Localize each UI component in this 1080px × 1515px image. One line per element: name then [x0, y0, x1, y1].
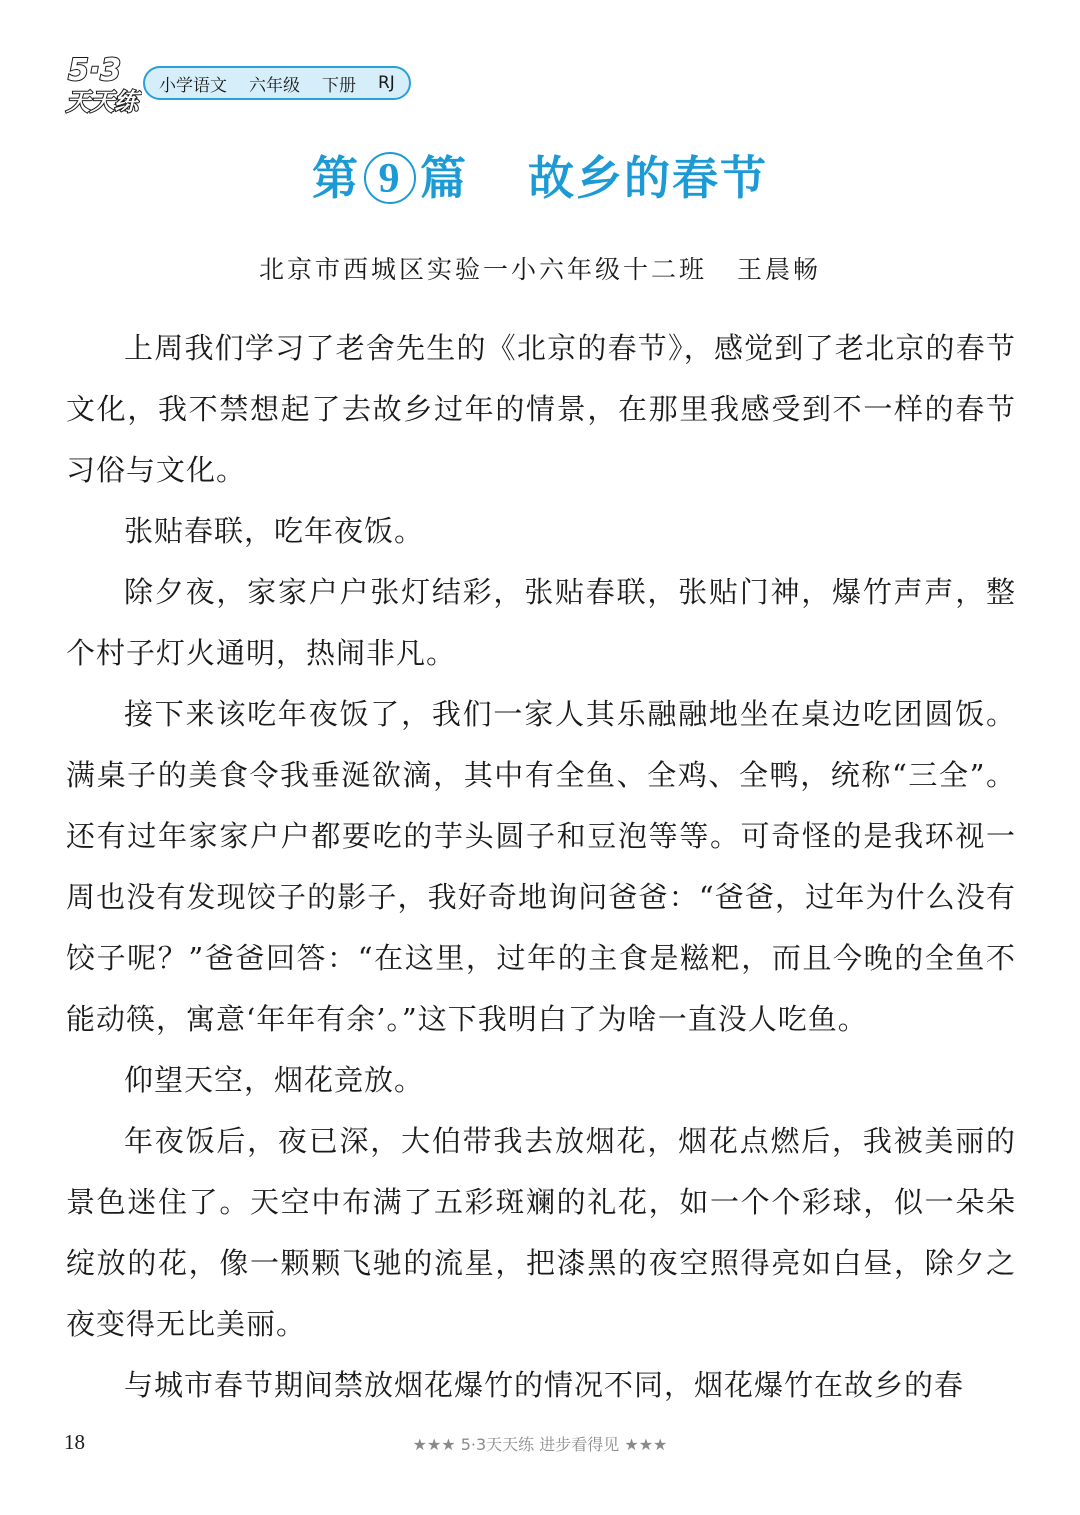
paragraph: 年夜饭后，夜已深，大伯带我去放烟花，烟花点燃后，我被美丽的景色迷住了。天空中布满了五彩斑斓的礼花，如一个个彩球，似一朵朵绽放的花，像一颗颗飞驰的流星，把漆黑的夜空照得亮如白昼，除夕之夜变得无比美丽。 — [66, 1124, 1016, 1341]
page-number: 18 — [64, 1430, 85, 1454]
term-label: 下册 — [322, 75, 356, 96]
title-suffix: 篇 — [420, 151, 468, 205]
page-title — [0, 142, 1080, 208]
chapter-number-badge: 9 — [364, 152, 416, 204]
footer-stars-right: ★★★ — [624, 1435, 668, 1454]
footer-stars-left: ★★★ — [412, 1435, 456, 1454]
logo-digits: 5·3 — [68, 53, 122, 88]
book-info-pill — [143, 66, 411, 100]
grade-label: 六年级 — [249, 75, 300, 96]
author-byline — [0, 250, 1080, 286]
paragraph: 上周我们学习了老舍先生的《北京的春节》，感觉到了老北京的春节文化，我不禁想起了去故乡过年的情景，在那里我感受到不一样的春节习俗与文化。 — [66, 331, 1016, 487]
logo-chars: 天天练 — [66, 88, 138, 116]
author-name: 王晨畅 — [737, 255, 822, 284]
footer-slogan-text: 5·3天天练 进步看得见 — [460, 1435, 620, 1454]
article-body — [66, 318, 1016, 1416]
paragraph: 与城市春节期间禁放烟花爆竹的情况不同，烟花爆竹在故乡的春 — [124, 1368, 965, 1402]
author-school: 北京市西城区实验一小六年级十二班 — [258, 255, 707, 284]
paragraph: 除夕夜，家家户户张灯结彩，张贴春联，张贴门神，爆竹声声，整个村子灯火通明，热闹非凡。 — [66, 575, 1016, 670]
title-main: 故乡的春节 — [528, 151, 768, 205]
subject-label: 小学语文 — [159, 75, 227, 96]
paragraph: 接下来该吃年夜饭了，我们一家人其乐融融地坐在桌边吃团圆饭。满桌子的美食令我垂涎欲滴，其中有全鱼、全鸡、全鸭，统称“三全”。还有过年家家户户都要吃的芋头圆子和豆泡等等。可奇怪的是我环视一周也没有发现饺子的影子，我好奇地询问爸爸：“爸爸，过年为什么没有饺子呢？”爸爸回答：“在这里，过年的主食是糍粑，而且今晚的全鱼不能动筷，寓意‘年年有余’。”这下我明白了为啥一直没人吃鱼。 — [66, 697, 1016, 1036]
footer-slogan — [0, 1432, 1080, 1455]
title-prefix: 第 — [312, 151, 360, 205]
edition-label: RJ — [378, 73, 395, 93]
paragraph: 张贴春联，吃年夜饭。 — [124, 514, 425, 548]
brand-logo — [62, 50, 142, 118]
paragraph: 仰望天空，烟花竞放。 — [124, 1063, 425, 1097]
